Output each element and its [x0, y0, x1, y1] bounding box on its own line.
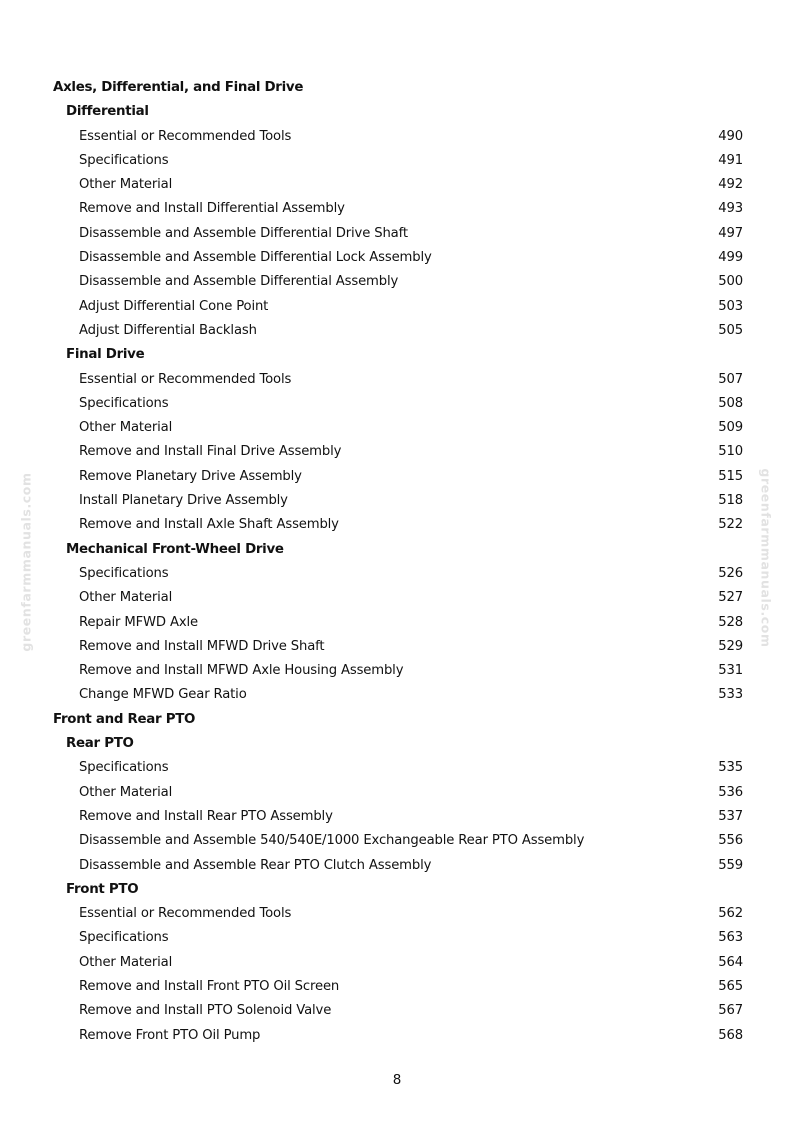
toc-entry-title: Disassemble and Assemble Differential Drive Shaft — [79, 225, 408, 241]
toc-entry-title: Remove and Install Rear PTO Assembly — [79, 808, 333, 824]
toc-entry[interactable] — [53, 440, 743, 464]
toc-page-number: 490 — [718, 128, 743, 144]
toc-entry[interactable] — [53, 513, 743, 537]
toc-page-number: 556 — [718, 833, 743, 849]
toc-page-number: 565 — [718, 978, 743, 994]
toc-page-number: 533 — [718, 687, 743, 703]
toc-entry-title: Install Planetary Drive Assembly — [79, 493, 288, 509]
toc-page-number: 527 — [718, 590, 743, 606]
table-of-contents — [53, 76, 743, 1048]
toc-page-number: 564 — [718, 954, 743, 970]
toc-entry-title: Remove and Install MFWD Axle Housing Assembly — [79, 663, 404, 679]
toc-page-number: 500 — [718, 274, 743, 290]
toc-entry[interactable] — [53, 222, 743, 246]
toc-entry-title: Other Material — [79, 784, 173, 800]
toc-entry-title: Disassemble and Assemble Differential Lock Assembly — [79, 250, 432, 266]
toc-entry-title: Other Material — [79, 954, 173, 970]
toc-page-number: 537 — [718, 808, 743, 824]
toc-entry-title: Remove and Install PTO Solenoid Valve — [79, 1003, 332, 1019]
toc-entry-title: Adjust Differential Cone Point — [79, 298, 269, 314]
toc-entry-title: Specifications — [79, 395, 169, 411]
toc-entry-title: Remove and Install Final Drive Assembly — [79, 444, 342, 460]
toc-entry-title: Remove and Install Axle Shaft Assembly — [79, 517, 339, 533]
toc-entry-title: Repair MFWD Axle — [79, 614, 198, 630]
toc-entry[interactable] — [53, 951, 743, 975]
toc-entry[interactable] — [53, 999, 743, 1023]
toc-entry[interactable] — [53, 173, 743, 197]
toc-entry[interactable] — [53, 611, 743, 635]
toc-chapter — [53, 708, 743, 732]
toc-page-number: 507 — [718, 371, 743, 387]
toc-section — [53, 538, 743, 562]
toc-entry-title: Disassemble and Assemble 540/540E/1000 Exchangeable Rear PTO Assembly — [79, 833, 585, 849]
page-number: 8 — [392, 1072, 402, 1088]
toc-entry-title: Remove Front PTO Oil Pump — [79, 1027, 261, 1043]
toc-page-number: 492 — [718, 177, 743, 193]
toc-section — [53, 343, 743, 367]
toc-entry[interactable] — [53, 392, 743, 416]
toc-page-number: 522 — [718, 517, 743, 533]
toc-page-number: 559 — [718, 857, 743, 873]
toc-chapter-title: Axles, Differential, and Final Drive — [53, 80, 304, 95]
toc-page-number: 508 — [718, 395, 743, 411]
toc-entry[interactable] — [53, 149, 743, 173]
toc-entry-title: Remove and Install Front PTO Oil Screen — [79, 978, 340, 994]
toc-entry[interactable] — [53, 270, 743, 294]
toc-entry-title: Specifications — [79, 565, 169, 581]
toc-page-number: 531 — [718, 663, 743, 679]
toc-entry[interactable] — [53, 756, 743, 780]
toc-page-number: 526 — [718, 565, 743, 581]
toc-page-number: 563 — [718, 930, 743, 946]
toc-page-number: 529 — [718, 638, 743, 654]
toc-page-number: 528 — [718, 614, 743, 630]
toc-entry[interactable] — [53, 586, 743, 610]
toc-entry-title: Disassemble and Assemble Rear PTO Clutch Assembly — [79, 857, 432, 873]
toc-entry-title: Remove and Install MFWD Drive Shaft — [79, 638, 325, 654]
toc-page-number: 568 — [718, 1027, 743, 1043]
toc-section — [53, 732, 743, 756]
toc-entry[interactable] — [53, 465, 743, 489]
toc-entry[interactable] — [53, 416, 743, 440]
toc-section-title: Front PTO — [66, 881, 139, 897]
toc-page-number: 567 — [718, 1003, 743, 1019]
toc-entry-title: Essential or Recommended Tools — [79, 128, 292, 144]
toc-entry[interactable] — [53, 562, 743, 586]
toc-entry[interactable] — [53, 829, 743, 853]
toc-page-number: 536 — [718, 784, 743, 800]
toc-page-number: 535 — [718, 760, 743, 776]
toc-entry-title: Disassemble and Assemble Differential Assembly — [79, 274, 399, 290]
toc-entry[interactable] — [53, 683, 743, 707]
toc-section-title: Final Drive — [66, 347, 145, 363]
toc-entry[interactable] — [53, 295, 743, 319]
toc-section — [53, 878, 743, 902]
toc-page-number: 510 — [718, 444, 743, 460]
toc-section-title: Rear PTO — [66, 736, 134, 752]
toc-entry[interactable] — [53, 975, 743, 999]
toc-entry-title: Specifications — [79, 152, 169, 168]
toc-entry-title: Other Material — [79, 420, 173, 436]
toc-page-number: 497 — [718, 225, 743, 241]
toc-entry-title: Specifications — [79, 760, 169, 776]
toc-entry[interactable] — [53, 197, 743, 221]
toc-page-number: 505 — [718, 322, 743, 338]
toc-section — [53, 100, 743, 124]
toc-chapter-title: Front and Rear PTO — [53, 711, 196, 727]
toc-entry[interactable] — [53, 926, 743, 950]
toc-entry[interactable] — [53, 854, 743, 878]
toc-entry-title: Adjust Differential Backlash — [79, 322, 257, 338]
toc-page-number: 499 — [718, 250, 743, 266]
toc-page-number: 509 — [718, 420, 743, 436]
toc-entry[interactable] — [53, 319, 743, 343]
watermark-right: greenfarmmanuals.com — [758, 468, 774, 648]
toc-page-number: 503 — [718, 298, 743, 314]
toc-entry-title: Essential or Recommended Tools — [79, 906, 292, 922]
toc-page-number: 491 — [718, 152, 743, 168]
toc-entry-title: Essential or Recommended Tools — [79, 371, 292, 387]
toc-entry-title: Other Material — [79, 177, 173, 193]
toc-page-number: 493 — [718, 201, 743, 217]
toc-chapter — [53, 76, 743, 100]
watermark-left: greenfarmmanuals.com — [18, 472, 34, 652]
toc-entry[interactable] — [53, 125, 743, 149]
toc-entry[interactable] — [53, 246, 743, 270]
toc-entry-title: Remove Planetary Drive Assembly — [79, 468, 302, 484]
toc-section-title: Differential — [66, 104, 149, 120]
toc-page-number: 562 — [718, 906, 743, 922]
toc-entry[interactable] — [53, 659, 743, 683]
toc-entry-title: Change MFWD Gear Ratio — [79, 687, 247, 703]
toc-entry-title: Specifications — [79, 930, 169, 946]
toc-entry[interactable] — [53, 368, 743, 392]
toc-entry[interactable] — [53, 489, 743, 513]
toc-entry-title: Other Material — [79, 590, 173, 606]
toc-entry[interactable] — [53, 805, 743, 829]
toc-section-title: Mechanical Front-Wheel Drive — [66, 541, 284, 557]
toc-entry[interactable] — [53, 902, 743, 926]
toc-entry[interactable] — [53, 781, 743, 805]
toc-page-number: 515 — [718, 468, 743, 484]
toc-entry[interactable] — [53, 1024, 743, 1048]
toc-page-number: 518 — [718, 493, 743, 509]
toc-entry-title: Remove and Install Differential Assembly — [79, 201, 345, 217]
toc-entry[interactable] — [53, 635, 743, 659]
